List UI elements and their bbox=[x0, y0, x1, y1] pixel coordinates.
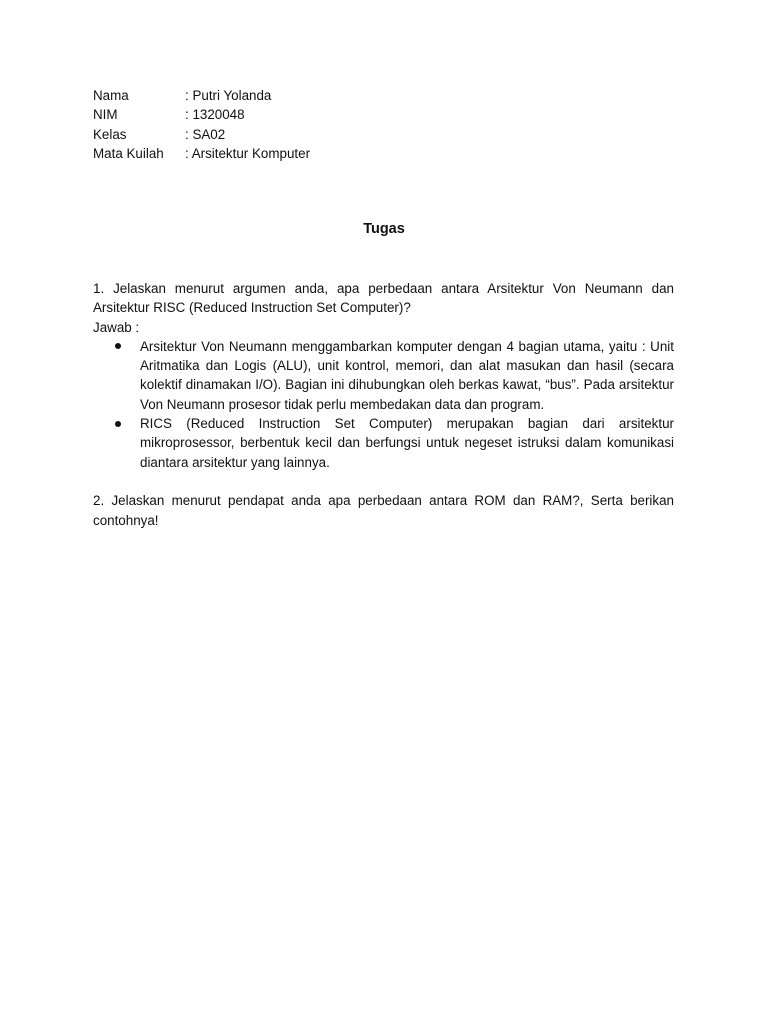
list-item bbox=[93, 337, 674, 414]
info-row-kelas bbox=[93, 125, 310, 144]
info-value: : 1320048 bbox=[185, 107, 245, 123]
document-body bbox=[93, 279, 674, 530]
question-1: 1. Jelaskan menurut argumen anda, apa perbedaan antara Arsitektur Von Neumann dan Arsitektur RISC (Reduced Instruction Set Computer)? bbox=[93, 281, 674, 316]
info-label: Kelas bbox=[93, 126, 127, 142]
info-row-nama bbox=[93, 86, 310, 105]
answer-label: Jawab : bbox=[93, 319, 140, 335]
list-item bbox=[93, 414, 674, 472]
info-row-mata-kuliah bbox=[93, 144, 310, 163]
info-value: : SA02 bbox=[185, 126, 226, 142]
answer-list bbox=[93, 337, 674, 472]
info-value: : Putri Yolanda bbox=[185, 88, 272, 103]
question-2: 2. Jelaskan menurut pendapat anda apa perbedaan antara ROM dan RAM?, Serta berikan contohnya! bbox=[93, 493, 674, 528]
info-label: NIM bbox=[93, 107, 118, 123]
bullet-icon bbox=[115, 343, 121, 349]
info-row-nim bbox=[93, 105, 310, 124]
list-item-text: Arsitektur Von Neumann menggambarkan komputer dengan 4 bagian utama, yaitu : Unit Aritmatika dan Logis (ALU), unit kontrol, memori, dan alat masukan dan hasil (secara kolektif dinamakan I/O). Bagian ini dihubungkan oleh berkas kawat, “bus”. Pada arsitektur Von Neumann prosesor tidak perlu membedakan data dan program. bbox=[140, 338, 674, 412]
student-info bbox=[93, 86, 310, 163]
bullet-icon bbox=[115, 421, 121, 427]
info-label: Nama bbox=[93, 88, 129, 103]
info-label: Mata Kuilah bbox=[93, 145, 164, 161]
info-value: : Arsitektur Komputer bbox=[185, 145, 311, 161]
list-item-text: RICS (Reduced Instruction Set Computer) merupakan bagian dari arsitektur mikroprosessor, berbentuk kecil dan berfungsi untuk negeset istruksi dalam komunikasi diantara arsitektur yang lainnya. bbox=[140, 416, 674, 470]
document-title: Tugas bbox=[363, 221, 405, 237]
